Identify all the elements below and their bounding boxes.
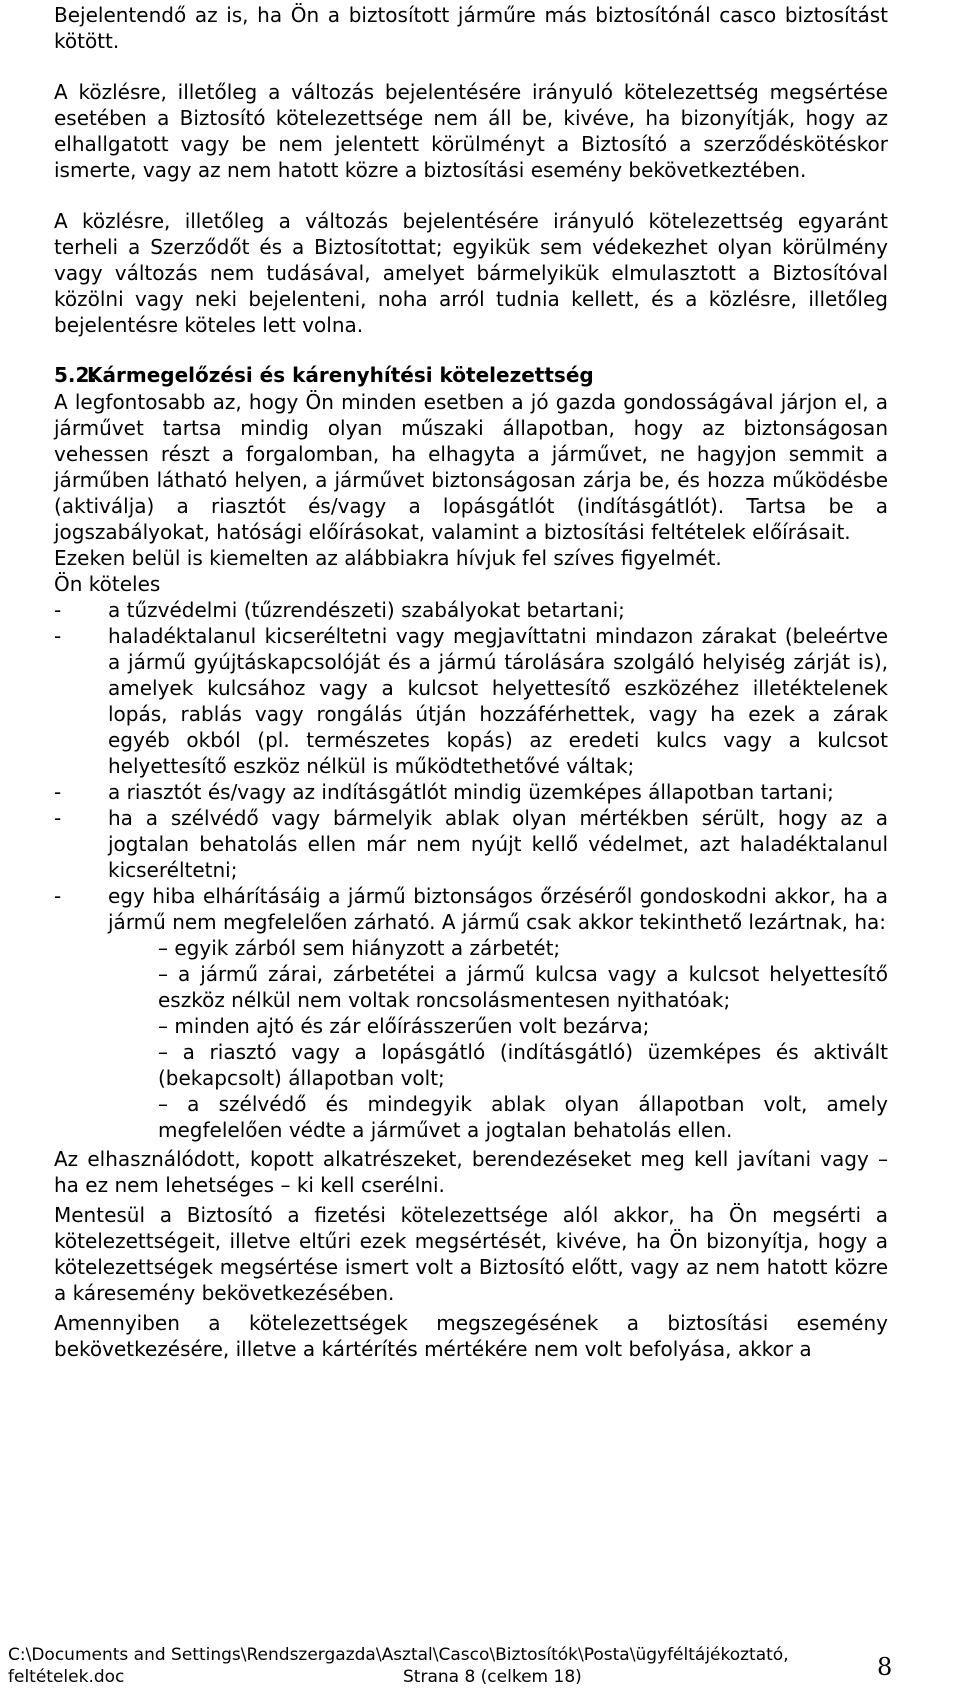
paragraph-casco-notice: Bejelentendő az is, ha Ön a biztosított járműre más biztosítónál casco biztosítást kötött.: [54, 3, 888, 53]
sub-list-item: – a jármű zárai, zárbetétei a jármű kulcsa vagy a kulcsot helyettesítő eszköz nélkül nem voltak roncsolásmentesen nyithatóak;: [158, 962, 888, 1012]
list-bullet: -: [54, 884, 62, 908]
list-item: [54, 597, 888, 623]
paragraph-emphasis: Ezeken belül is kiemelten az alábbiakra hívjuk fel szíves figyelmét.: [54, 546, 722, 570]
list-bullet: -: [54, 624, 62, 648]
list-bullet: -: [54, 598, 62, 622]
list-item-text: a riasztót és/vagy az indításgátlót mindig üzemképes állapotban tartani;: [108, 780, 834, 804]
footer-filename: feltételek.doc: [8, 1667, 125, 1687]
list-item: [54, 805, 888, 883]
paragraph-worn-parts: Az elhasználódott, kopott alkatrészeket, berendezéseket meg kell javítani vagy – ha ez nem lehetséges – ki kell cserélni.: [54, 1147, 888, 1197]
section-title: Kármegelőzési és kárenyhítési kötelezettség: [87, 363, 594, 387]
list-bullet: -: [54, 780, 62, 804]
sub-list-item: – minden ajtó és zár előírásszerűen volt bezárva;: [158, 1014, 650, 1038]
list-item-text: haladéktalanul kicseréltetni vagy megjavíttatni mindazon zárakat (beleértve a jármű gyújtáskapcsolóját és a jármú tárolására szolgáló helyiség zárját is), amelyek kulcsához vagy a kulcsot helyettesítő eszközéhez illetéktelenek lopás, rablás vagy rongálás útján hozzáférhettek, vagy ha ezek a zárak egyéb okból (pl. természetes kopás) az eredeti kulcs vagy a kulcsot helyettesítő eszköz nélkül is működtethetővé váltak;: [108, 624, 888, 778]
paragraph-disclosure-breach: A közlésre, illetőleg a változás bejelentésére irányuló kötelezettség megsértése esetében a Biztosító kötelezettsége nem áll be, kivéve, ha bizonyítják, hogy az elhallgatott vagy be nem jelentett körülményt a Biztosító a szerződéskötéskor ismerte, vagy az nem hatott közre a biztosítási esemény bekövetkeztében.: [54, 80, 888, 182]
paragraph-good-steward: A legfontosabb az, hogy Ön minden esetben a jó gazda gondosságával járjon el, a járművet tartsa mindig olyan műszaki állapotban, hogy az biztonságosan vehessen részt a forgalomban, ha elhagyta a járművet, ne hagyjon semmit a járműben látható helyen, a járművet biztonságosan zárja be, és hozza működésbe (aktiválja) a riasztót és/vagy a lopásgátlót (indításgátlót). Tartsa be a jogszabályokat, hatósági előírásokat, valamint a biztosítási feltételek előírásait.: [54, 390, 888, 544]
paragraph-obliged: Ön köteles: [54, 572, 161, 596]
section-number: 5.2.: [54, 363, 98, 387]
paragraph-joint-obligation: A közlésre, illetőleg a változás bejelentésére irányuló kötelezettség egyaránt terheli a Szerződőt és a Biztosítottat; egyikük sem védekezhet olyan körülmény vagy változás nem tudásával, amelyet bármelyikük elmulasztott a Biztosítóval közölni vagy neki bejelenteni, noha arról tudnia kellett, és a közlésre, illetőleg bejelentésre köteles lett volna.: [54, 209, 888, 337]
sub-list-item: – a szélvédő és mindegyik ablak olyan állapotban volt, amely megfelelően védte a járművet a jogtalan behatolás ellen.: [158, 1092, 888, 1142]
list-item: [54, 779, 888, 805]
document-page: [54, 0, 888, 1362]
sub-list-item: – a riasztó vagy a lopásgátló (indításgátló) üzemképes és aktivált (bekapcsolt) állapotban volt;: [158, 1040, 888, 1090]
page-footer: [8, 1644, 908, 1688]
footer-page-label: Strana 8 (celkem 18): [403, 1667, 582, 1687]
paragraph-exemption: Mentesül a Biztosító a fizetési kötelezettsége alól akkor, ha Ön megsérti a kötelezettségeit, illetve eltűri ezek megsértését, kivéve, ha Ön bizonyítja, hogy a kötelezettségek megsértése ismert volt a Biztosító előtt, vagy az nem hatott közre a káresemény bekövetkezésében.: [54, 1203, 888, 1305]
list-item: [54, 623, 888, 779]
footer-line: [8, 1666, 908, 1688]
paragraph-no-influence: Amennyiben a kötelezettségek megszegésének a biztosítási esemény bekövetkezésére, illetve a kártérítés mértékére nem volt befolyása, akkor a: [54, 1311, 888, 1361]
list-item-text: ha a szélvédő vagy bármelyik ablak olyan mértékben sérült, hogy az a jogtalan behatolás ellen már nem nyújt kellő védelmet, azt haladéktalanul kicseréltetni;: [108, 806, 888, 882]
sub-list-item: – egyik zárból sem hiányzott a zárbetét;: [158, 936, 561, 960]
list-item-text: egy hiba elhárításáig a jármű biztonságos őrzéséről gondoskodni akkor, ha a jármű nem megfelelően zárható. A jármű csak akkor tekinthető lezártnak, ha:: [108, 884, 888, 934]
list-bullet: -: [54, 806, 62, 830]
page-number: 8: [877, 1653, 893, 1681]
list-item-text: a tűzvédelmi (tűzrendészeti) szabályokat betartani;: [108, 598, 625, 622]
footer-file-path: C:\Documents and Settings\Rendszergazda\Asztal\Casco\Biztosítók\Posta\ügyféltájékoztató,: [8, 1645, 789, 1665]
list-item: [54, 883, 888, 935]
section-heading: [54, 361, 888, 389]
